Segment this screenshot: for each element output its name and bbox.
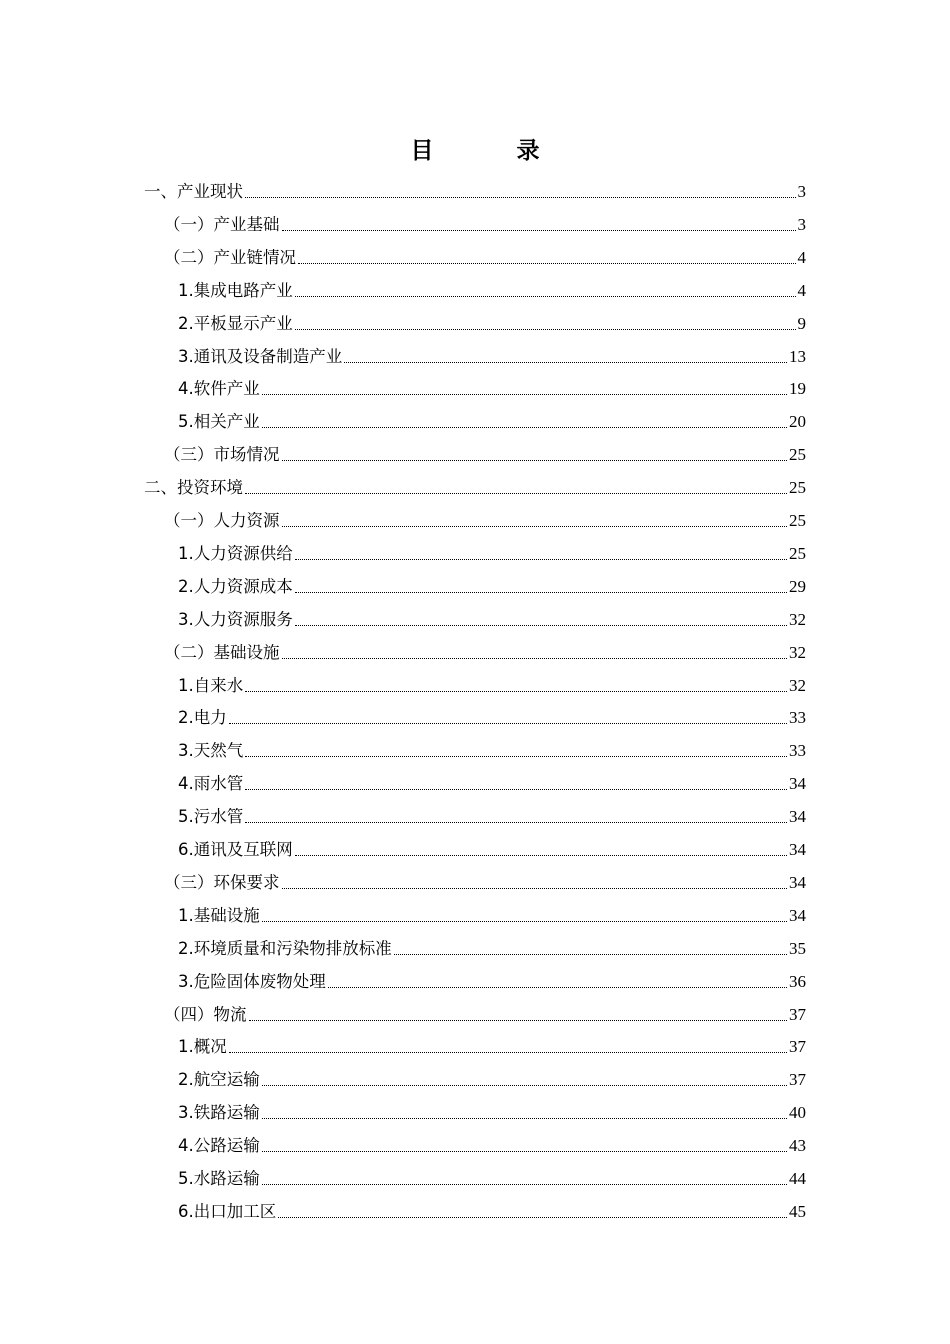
toc-entry[interactable] — [178, 367, 806, 400]
toc-entry[interactable] — [164, 433, 806, 466]
toc-entry-page-number: 40 — [789, 1103, 806, 1123]
toc-entry-label: 1.概况 — [178, 1037, 227, 1057]
toc-entry-label: 2.平板显示产业 — [178, 313, 293, 333]
toc-entry-label: 1.基础设施 — [178, 905, 260, 925]
toc-entry[interactable] — [178, 1124, 806, 1157]
toc-entry-label: 6.出口加工区 — [178, 1201, 277, 1221]
toc-entry-page-number: 34 — [789, 774, 806, 794]
toc-dot-leader — [295, 625, 787, 626]
toc-entry-label: （三）市场情况 — [164, 445, 280, 465]
toc-entry-label: 3.天然气 — [178, 741, 244, 761]
toc-entry-page-number: 37 — [789, 1037, 806, 1057]
toc-entry-page-number: 4 — [797, 247, 806, 267]
toc-entry-label: 1.人力资源供给 — [178, 543, 293, 563]
toc-entry-label: 3.通讯及设备制造产业 — [178, 346, 343, 366]
toc-entry[interactable] — [164, 499, 806, 532]
toc-dot-leader — [229, 723, 787, 724]
toc-entry-page-number: 32 — [789, 609, 806, 629]
toc-entry-label: （二）基础设施 — [164, 642, 280, 662]
toc-dot-leader — [278, 1217, 787, 1218]
toc-entry[interactable] — [178, 664, 806, 697]
toc-entry-page-number: 32 — [789, 642, 806, 662]
toc-dot-leader — [262, 1151, 787, 1152]
toc-entry-page-number: 37 — [789, 1004, 806, 1024]
toc-dot-leader — [295, 592, 787, 593]
toc-entry-label: 一、产业现状 — [144, 182, 243, 201]
toc-entry-page-number: 44 — [789, 1169, 806, 1188]
toc-entry-label: 4.公路运输 — [178, 1136, 260, 1156]
toc-dot-leader — [245, 197, 796, 198]
toc-entry[interactable] — [164, 861, 806, 894]
toc-entry-page-number: 34 — [789, 807, 806, 827]
toc-entry-page-number: 25 — [789, 445, 806, 465]
toc-entry-label: （一）产业基础 — [164, 214, 280, 234]
toc-entry[interactable] — [178, 335, 806, 368]
toc-dot-leader — [394, 954, 787, 955]
toc-entry-page-number: 4 — [797, 280, 806, 300]
toc-entry-page-number: 33 — [789, 741, 806, 761]
toc-entry-label: 4.软件产业 — [178, 379, 260, 399]
toc-entry[interactable] — [144, 170, 806, 203]
toc-entry[interactable] — [178, 795, 806, 828]
toc-entry-page-number: 33 — [789, 708, 806, 728]
toc-entry[interactable] — [178, 1190, 806, 1223]
toc-dot-leader — [262, 1118, 787, 1119]
toc-entry[interactable] — [178, 400, 806, 433]
toc-dot-leader — [262, 394, 787, 395]
toc-entry[interactable] — [164, 203, 806, 236]
toc-dot-leader — [249, 1020, 788, 1021]
toc-dot-leader — [298, 263, 796, 264]
toc-entry-page-number: 19 — [789, 379, 806, 399]
toc-dot-leader — [282, 230, 796, 231]
toc-entry[interactable] — [178, 828, 806, 861]
toc-entry-page-number: 37 — [789, 1070, 806, 1090]
toc-entry[interactable] — [164, 631, 806, 664]
toc-entry[interactable] — [164, 993, 806, 1026]
toc-entry[interactable] — [178, 302, 806, 335]
toc-entry-label: （一）人力资源 — [164, 511, 280, 530]
toc-dot-leader — [282, 460, 788, 461]
toc-entry-page-number: 3 — [797, 182, 806, 201]
toc-entry-label: 2.人力资源成本 — [178, 576, 293, 596]
toc-entry[interactable] — [178, 1025, 806, 1058]
toc-entry-label: 3.铁路运输 — [178, 1103, 260, 1123]
toc-dot-leader — [282, 526, 788, 527]
toc-entry-label: 6.通讯及互联网 — [178, 840, 293, 859]
toc-dot-leader — [295, 855, 787, 856]
toc-entry-page-number: 34 — [789, 872, 806, 892]
toc-dot-leader — [295, 296, 796, 297]
toc-entry[interactable] — [144, 466, 806, 499]
toc-entry-page-number: 43 — [789, 1136, 806, 1156]
toc-entry-label: 1.集成电路产业 — [178, 280, 293, 300]
toc-entry-page-number: 9 — [797, 313, 806, 333]
toc-entry-page-number: 45 — [789, 1201, 806, 1221]
toc-dot-leader — [282, 888, 788, 889]
toc-entry-label: 1.自来水 — [178, 675, 244, 695]
toc-entry-page-number: 34 — [789, 840, 806, 859]
toc-entry-page-number: 29 — [789, 576, 806, 596]
toc-entry-page-number: 35 — [789, 938, 806, 958]
toc-dot-leader — [344, 362, 787, 363]
toc-entry[interactable] — [178, 532, 806, 565]
toc-entry-page-number: 25 — [789, 511, 806, 530]
toc-entry-label: 2.航空运输 — [178, 1070, 260, 1090]
toc-entry[interactable] — [178, 565, 806, 598]
toc-dot-leader — [328, 987, 787, 988]
toc-entry[interactable] — [178, 696, 806, 729]
toc-entry-page-number: 25 — [789, 543, 806, 563]
toc-entry[interactable] — [178, 269, 806, 302]
toc-dot-leader — [245, 822, 787, 823]
toc-dot-leader — [229, 1052, 787, 1053]
toc-entry-label: 4.雨水管 — [178, 774, 244, 794]
toc-entry-label: 3.危险固体废物处理 — [178, 971, 326, 991]
toc-entry-page-number: 13 — [789, 346, 806, 366]
toc-entry-page-number: 34 — [789, 905, 806, 925]
toc-entry-page-number: 25 — [789, 478, 806, 498]
toc-dot-leader — [295, 329, 796, 330]
toc-dot-leader — [262, 1085, 787, 1086]
toc-entry-page-number: 36 — [789, 971, 806, 991]
toc-entry-label: （二）产业链情况 — [164, 247, 296, 267]
toc-entry[interactable] — [178, 729, 806, 762]
toc-dot-leader — [262, 921, 787, 922]
toc-entry-label: 3.人力资源服务 — [178, 609, 293, 629]
toc-dot-leader — [295, 559, 787, 560]
page-title: 目 录 — [410, 138, 570, 164]
toc-dot-leader — [245, 789, 787, 790]
toc-entry[interactable] — [178, 927, 806, 960]
toc-entry-page-number: 3 — [797, 214, 806, 234]
toc-entry[interactable] — [178, 762, 806, 795]
toc-entry-label: 5.水路运输 — [178, 1169, 260, 1188]
toc-entry[interactable] — [178, 894, 806, 927]
toc-entry[interactable] — [164, 236, 806, 269]
toc-entry[interactable] — [178, 1091, 806, 1124]
toc-entry-label: （三）环保要求 — [164, 872, 280, 892]
toc-entry-page-number: 20 — [789, 412, 806, 432]
toc-entry-label: （四）物流 — [164, 1004, 247, 1024]
toc-dot-leader — [262, 1184, 787, 1185]
toc-dot-leader — [262, 427, 787, 428]
toc-entry[interactable] — [178, 598, 806, 631]
toc-entry-label: 5.污水管 — [178, 807, 244, 827]
toc-dot-leader — [245, 493, 787, 494]
toc-entry-label: 2.环境质量和污染物排放标准 — [178, 938, 392, 958]
toc-entry-page-number: 32 — [789, 675, 806, 695]
toc-dot-leader — [245, 691, 787, 692]
toc-dot-leader — [245, 756, 787, 757]
toc-entry[interactable] — [178, 1058, 806, 1091]
toc-entry[interactable] — [178, 960, 806, 993]
toc-entry-label: 二、投资环境 — [144, 478, 243, 498]
toc-dot-leader — [282, 658, 788, 659]
toc-entry-label: 5.相关产业 — [178, 412, 260, 432]
toc-entry-label: 2.电力 — [178, 708, 227, 728]
toc-entry[interactable] — [178, 1157, 806, 1190]
